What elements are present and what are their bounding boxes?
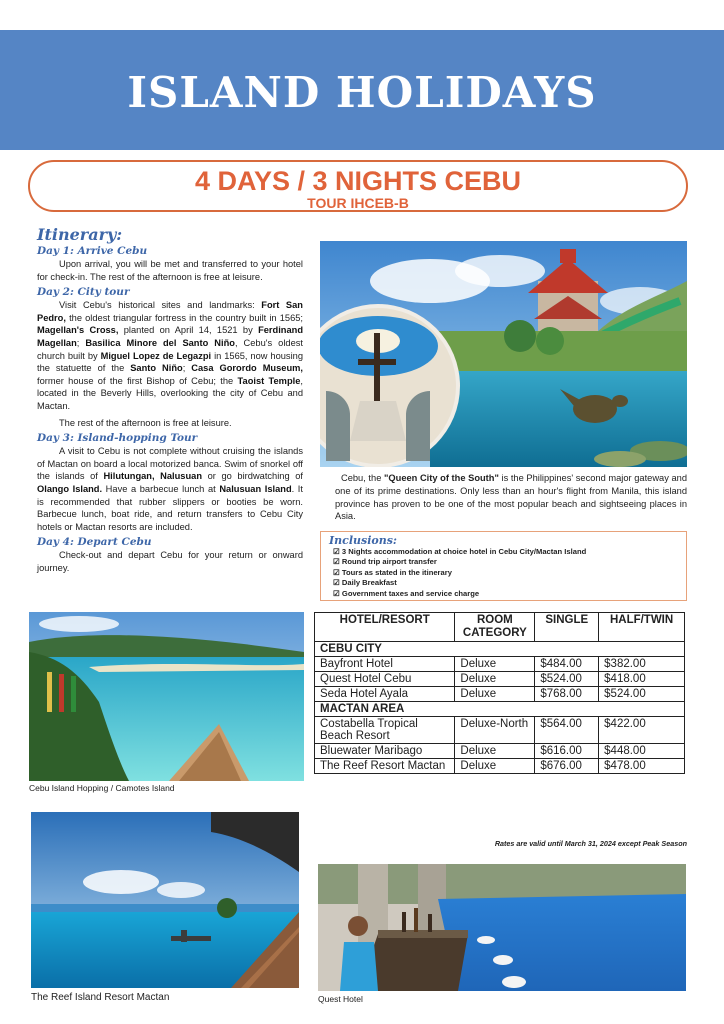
inclusions-heading: Inclusions: — [329, 534, 397, 547]
reef-resort-caption: The Reef Island Resort Mactan — [31, 992, 170, 1003]
inclusion-item: ☑ Daily Breakfast — [333, 578, 397, 588]
room-category: Deluxe — [455, 744, 535, 759]
quest-hotel-caption: Quest Hotel — [318, 994, 363, 1004]
area-row — [315, 702, 685, 717]
text-run: A visit to Cebu is not complete without cruising the islands of Mactan on board a local motorized banca. Swim of snorkel off the islands of — [37, 446, 303, 482]
area-name: MACTAN AREA — [315, 702, 685, 717]
landmark: Taoist Temple — [237, 375, 301, 386]
header-single: SINGLE — [535, 613, 599, 642]
island-hopping-photo — [29, 612, 304, 781]
text-run: Have a barbecue lunch at — [102, 483, 220, 494]
landmark: Fort San Pedro, — [37, 300, 303, 323]
text-run: , located in the Beverly Hills, overlooking the city of Cebu and Mactan. — [37, 375, 303, 411]
island-hopping-caption: Cebu Island Hopping / Camotes Island — [29, 783, 175, 793]
table-row — [315, 759, 685, 774]
area-row — [315, 642, 685, 657]
twin-rate: $418.00 — [599, 672, 685, 687]
area-name: CEBU CITY — [315, 642, 685, 657]
text-run: former house of the first Bishop of Cebu; the — [37, 375, 238, 386]
day-2-text — [37, 299, 303, 412]
day-1-text: Upon arrival, you will be met and transferred to your hotel for check-in. The rest of the afternoon is free at leisure. — [37, 259, 303, 282]
single-rate: $616.00 — [535, 744, 599, 759]
inclusions-box — [320, 531, 687, 601]
hotel-name: Bayfront Hotel — [315, 657, 455, 672]
text-run: Cebu, the — [341, 473, 384, 483]
day-1-title: Day 1: Arrive Cebu — [37, 245, 148, 257]
text-run: in 1565, now housing the statuette of the — [37, 350, 303, 374]
day-4-text: Check-out and depart Cebu for your return or onward journey. — [37, 550, 303, 573]
header-band — [0, 30, 724, 150]
cebu-description — [335, 472, 687, 523]
single-rate: $768.00 — [535, 687, 599, 702]
twin-rate: $422.00 — [599, 717, 685, 744]
text-run: Visit Cebu's historical sites and landmarks: — [59, 300, 262, 311]
tour-code: TOUR IHCEB-B — [307, 195, 409, 211]
queen-city-phrase: "Queen City of the South" — [384, 473, 499, 483]
landmark: Miguel Lopez de Legazpi — [100, 350, 212, 361]
day-2-title: Day 2: City tour — [37, 286, 130, 299]
room-category: Deluxe — [455, 672, 535, 687]
reef-resort-photo — [31, 812, 299, 988]
landmark: Ferdinand Magellan — [37, 325, 303, 348]
text-run: ; — [182, 363, 192, 374]
room-category: Deluxe — [455, 687, 535, 702]
inclusion-item: ☑ 3 Nights accommodation at choice hotel in Cebu City/Mactan Island — [333, 547, 587, 556]
header-hotel: HOTEL/RESORT — [315, 613, 455, 642]
quest-hotel-photo — [318, 864, 686, 991]
tour-title: 4 DAYS / 3 NIGHTS CEBU — [194, 166, 522, 196]
room-category: Deluxe — [455, 759, 535, 774]
itinerary-section — [37, 226, 303, 576]
inclusion-item: ☑ Government taxes and service charge — [333, 588, 480, 598]
hotel-name: Costabella Tropical Beach Resort — [315, 717, 455, 744]
text-run: the oldest triangular fortress in the country built in 1565; — [65, 312, 303, 323]
single-rate: $676.00 — [535, 759, 599, 774]
single-rate: $524.00 — [535, 672, 599, 687]
table-header-row — [315, 613, 685, 642]
inclusion-item: ☑ Tours as stated in the itinerary — [333, 567, 452, 577]
twin-rate: $448.00 — [599, 744, 685, 759]
hotel-name: The Reef Resort Mactan — [315, 759, 455, 774]
page-title: ISLAND HOLIDAYS — [127, 67, 597, 117]
twin-rate: $524.00 — [599, 687, 685, 702]
day-3-title: Day 3: Island-hopping Tour — [37, 432, 198, 445]
room-category: Deluxe — [455, 657, 535, 672]
landmark: Hilutungan, Nalusuan — [103, 471, 203, 482]
itinerary-heading: Itinerary: — [37, 225, 123, 244]
text-run: ; — [76, 337, 86, 348]
day-3-text — [37, 445, 303, 533]
text-run: , Cebu's oldest church built by — [37, 337, 303, 361]
hotel-name: Quest Hotel Cebu — [315, 672, 455, 687]
cebu-collage-photo — [320, 241, 687, 467]
tour-title-box — [28, 160, 688, 212]
header-half-twin: HALF/TWIN — [599, 613, 685, 642]
rates-validity-note: Rates are valid until March 31, 2024 except Peak Season — [494, 839, 687, 848]
table-row — [315, 672, 685, 687]
landmark: Nalusuan Island — [219, 483, 292, 494]
header-room-category: ROOM CATEGORY — [455, 613, 535, 642]
text-run: or go birdwatching of — [202, 471, 303, 482]
rates-table — [314, 612, 685, 774]
table-row — [315, 687, 685, 702]
table-row — [315, 657, 685, 672]
landmark: Casa Gorordo Museum, — [191, 363, 303, 374]
day-2-free-text: The rest of the afternoon is free at leisure. — [59, 417, 232, 428]
day-4-title: Day 4: Depart Cebu — [37, 536, 152, 549]
table-row — [315, 717, 685, 744]
hotel-name: Seda Hotel Ayala — [315, 687, 455, 702]
room-category: Deluxe-North — [455, 717, 535, 744]
table-row — [315, 744, 685, 759]
single-rate: $484.00 — [535, 657, 599, 672]
landmark: Magellan's Cross, — [37, 325, 119, 336]
text-run: planted on April 14, 1521 by — [118, 325, 259, 336]
landmark: Santo Niño — [130, 363, 183, 374]
text-run: . It is recommended that rubber slippers or booties be worn. Barbecue lunch, boat ride, and return transfers to Cebu City hotels or Mactan resorts are included. — [37, 483, 303, 532]
hotel-name: Bluewater Maribago — [315, 744, 455, 759]
landmark: Basilica Minore del Santo Niño — [85, 337, 235, 348]
landmark: Olango Island. — [37, 483, 103, 494]
text-run: is the Philippines' second major gateway and one of its prime destinations. Only less than an hour's flight from Manila, this island province has proven to be one of the most popular beach and sightseeing places in Asia. — [335, 473, 687, 522]
inclusion-item: ☑ Round trip airport transfer — [333, 557, 437, 567]
twin-rate: $478.00 — [599, 759, 685, 774]
twin-rate: $382.00 — [599, 657, 685, 672]
single-rate: $564.00 — [535, 717, 599, 744]
